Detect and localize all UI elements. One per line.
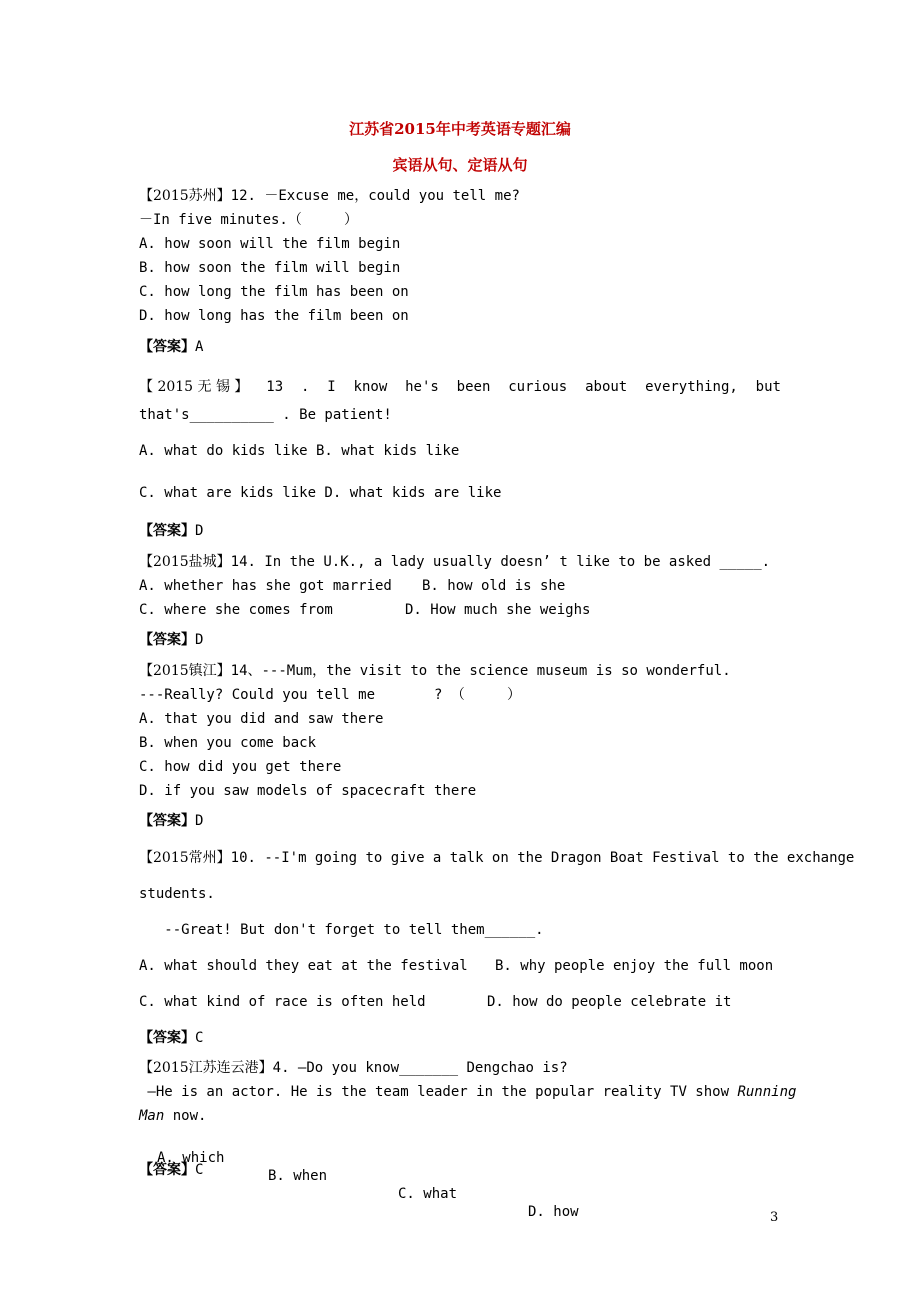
question-5-line-3: --Great! But don't forget to tell them______. (139, 922, 544, 938)
question-5-line-2: students. (139, 886, 215, 902)
question-1-option-b: B. how soon the film will begin (139, 260, 401, 276)
page-number: 3 (770, 1210, 779, 1225)
question-4-option-c: C. how did you get there (139, 759, 342, 775)
question-5-answer: 【答案】C (139, 1030, 204, 1046)
question-2-options-ab: A. what do kids like B. what kids like (139, 443, 460, 459)
question-6-line-2: —He is an actor. He is the team leader in the popular reality TV show Running (139, 1084, 797, 1100)
question-1-line-1: 【2015苏州】12. －Excuse me，could you tell me? (139, 188, 520, 204)
question-2-line-2: that's__________ . Be patient! (139, 407, 392, 423)
document-subtitle: 宾语从句、定语从句 (392, 156, 528, 174)
question-3-line-1: 【2015盐城】14. In the U.K., a lady usually doesn’ t like to be asked _____. (139, 554, 771, 570)
question-3-options-ab: A. whether has she got married B. how old is she (139, 578, 566, 594)
question-4-line-2: ---Really? Could you tell me ? （ ） (139, 687, 522, 703)
question-1-option-a: A. how soon will the film begin (139, 236, 401, 252)
document-title: 江苏省2015年中考英语专题汇编 (349, 120, 571, 138)
question-2-options-cd: C. what are kids like D. what kids are like (139, 485, 502, 501)
question-2-line-1: 【 2015 无 锡 】 13 . I know he's been curious about everything, but (139, 379, 781, 395)
question-4-answer: 【答案】D (139, 813, 204, 829)
question-6-answer: 【答案】C (139, 1162, 204, 1178)
question-4-option-b: B. when you come back (139, 735, 317, 751)
question-6-line-1: 【2015江苏连云港】4. —Do you know_______ Dengchao is? (139, 1060, 568, 1076)
question-1-option-d: D. how long has the film been on (139, 308, 409, 324)
question-6-options: A. which B. when C. what D. how (157, 1150, 579, 1220)
question-4-option-d: D. if you saw models of spacecraft there (139, 783, 477, 799)
question-3-options-cd: C. where she comes from D. How much she weighs (139, 602, 591, 618)
question-5-line-1: 【2015常州】10. --I'm going to give a talk on the Dragon Boat Festival to the exchange (139, 850, 855, 866)
question-4-option-a: A. that you did and saw there (139, 711, 384, 727)
question-5-options-cd: C. what kind of race is often held D. how do people celebrate it (139, 994, 732, 1010)
question-4-line-1: 【2015镇江】14、---Mum，the visit to the science museum is so wonderful. (139, 663, 731, 679)
question-6-line-3: Man now. (139, 1108, 207, 1124)
question-1-line-2: －In five minutes.（ ） (139, 212, 359, 228)
question-2-answer: 【答案】D (139, 523, 204, 539)
question-1-option-c: C. how long the film has been on (139, 284, 409, 300)
question-5-options-ab: A. what should they eat at the festival B. why people enjoy the full moon (139, 958, 774, 974)
question-3-answer: 【答案】D (139, 632, 204, 648)
question-1-answer: 【答案】A (139, 339, 204, 355)
